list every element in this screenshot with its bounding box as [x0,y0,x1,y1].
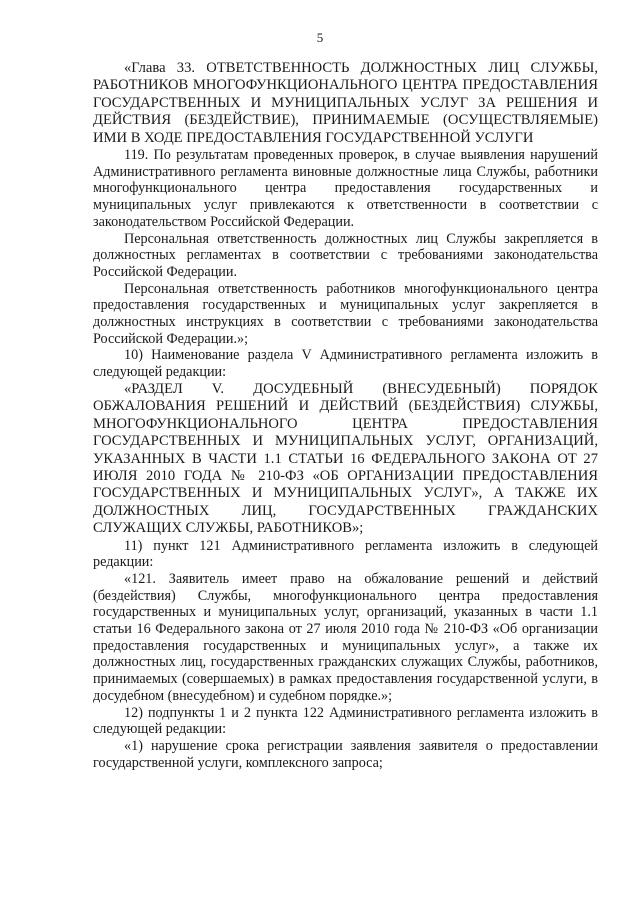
subparagraph-1: «1) нарушение срока регистрации заявления заявителя о предоставлении государственной услуги, комплексного запроса; [93,737,598,771]
paragraph-119: 119. По результатам проведенных проверок, в случае выявления нарушений Административного регламента виновные должностные лица Службы, работники многофункционального центра предоставления государственных и муниципальных услуг привлекаются к ответственности в соответствии с законодательством Российской Федерации. [93,147,598,230]
chapter-33-heading: «Глава 33. ОТВЕТСТВЕННОСТЬ ДОЛЖНОСТНЫХ ЛИЦ СЛУЖБЫ, РАБОТНИКОВ МНОГОФУНКЦИОНАЛЬНОГО ЦЕНТРА ПРЕДОСТАВЛЕНИЯ ГОСУДАРСТВЕННЫХ И МУНИЦИПАЛЬНЫХ УСЛУГ ЗА РЕШЕНИЯ И ДЕЙСТВИЯ (БЕЗДЕЙСТВИЕ), ПРИНИМАЕМЫЕ (ОСУЩЕСТВЛЯЕМЫЕ) ИМИ В ХОДЕ ПРЕДОСТАВЛЕНИЯ ГОСУДАРСТВЕННОЙ УСЛУГИ [93,60,598,146]
page-number: 5 [316,30,324,45]
amendment-item-10: 10) Наименование раздела V Административного регламента изложить в следующей редакции: [93,347,598,381]
section-5-heading: «РАЗДЕЛ V. ДОСУДЕБНЫЙ (ВНЕСУДЕБНЫЙ) ПОРЯДОК ОБЖАЛОВАНИЯ РЕШЕНИЙ И ДЕЙСТВИЙ (БЕЗДЕЙСТВИЯ) СЛУЖБЫ, МНОГОФУНКЦИОНАЛЬНОГО ЦЕНТРА ПРЕДОСТАВЛЕНИЯ ГОСУДАРСТВЕННЫХ И МУНИЦИПАЛЬНЫХ УСЛУГ, ОРГАНИЗАЦИЙ, УКАЗАННЫХ В ЧАСТИ 1.1 СТАТЬИ 16 ФЕДЕРАЛЬНОГО ЗАКОНА ОТ 27 ИЮЛЯ 2010 ГОДА № 210-ФЗ «ОБ ОРГАНИЗАЦИИ ПРЕДОСТАВЛЕНИЯ ГОСУДАРСТВЕННЫХ И МУНИЦИПАЛЬНЫХ УСЛУГ», А ТАКЖЕ ИХ ДОЛЖНОСТНЫХ ЛИЦ, ГОСУДАРСТВЕННЫХ ГРАЖДАНСКИХ СЛУЖАЩИХ СЛУЖБЫ, РАБОТНИКОВ»; [93,380,598,537]
document-body [93,60,598,771]
paragraph-mfc-responsibility: Персональная ответственность работников многофункционального центра предоставления государственных и муниципальных услуг закрепляется в должностных инструкциях в соответствии с требованиями законодательства Российской Федерации.»; [93,280,598,347]
paragraph-121: «121. Заявитель имеет право на обжалование решений и действий (бездействия) Службы, многофункционального центра предоставления государственных и муниципальных услуг, организаций, указанных в части 1.1 статьи 16 Федерального закона от 27 июля 2010 года № 210-ФЗ «Об организации предоставления государственных и муниципальных услуг», а также их должностных лиц, государственных гражданских служащих Службы, работников, принимаемых (совершаемых) в рамках предоставления государственной услуги, в досудебном (внесудебном) и судебном порядке.»; [93,570,598,704]
amendment-item-12: 12) подпункты 1 и 2 пункта 122 Административного регламента изложить в следующей редакции: [93,704,598,738]
paragraph-service-responsibility: Персональная ответственность должностных лиц Службы закрепляется в должностных регламентах в соответствии с требованиями законодательства Российской Федерации. [93,230,598,280]
amendment-item-11: 11) пункт 121 Административного регламента изложить в следующей редакции: [93,537,598,571]
